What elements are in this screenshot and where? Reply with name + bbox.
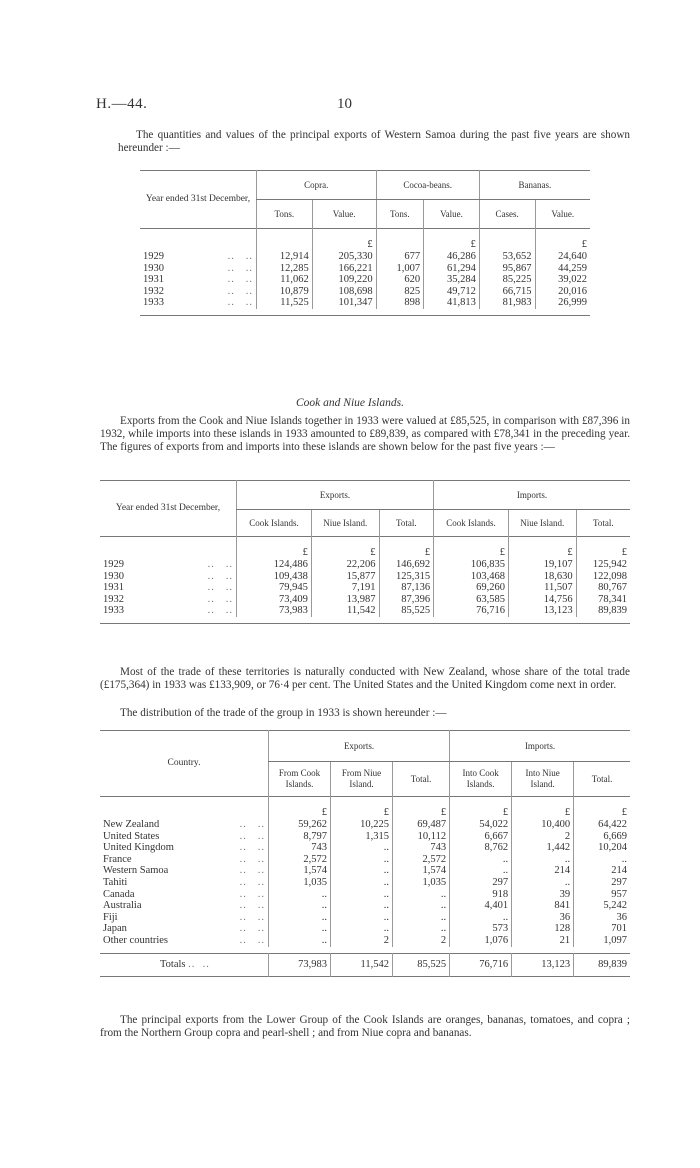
table-cell: 109,438: [237, 571, 312, 583]
table-cell: 73,409: [237, 594, 312, 606]
table-cell: 10,400: [512, 819, 574, 831]
table-cell: 44,259: [535, 263, 590, 275]
table-row: [100, 900, 630, 912]
table-cell: ..: [450, 912, 512, 924]
row-label: 1929 .. ..: [143, 251, 253, 262]
table-row: [100, 571, 630, 583]
table-cell: 95,867: [479, 263, 535, 275]
table-cell: ..: [331, 854, 393, 866]
table-cell: ..: [331, 923, 393, 935]
row-label: United States .. ..: [103, 830, 265, 842]
table-cell: 841: [512, 900, 574, 912]
column-header: Niue Island.: [311, 510, 379, 537]
table-cell: 76,716: [434, 605, 509, 617]
row-label: 1932 .. ..: [103, 593, 233, 605]
cook-paragraph: Exports from the Cook and Niue Islands together in 1933 were valued at £85,525, in comparison with £87,396 in 1932, while imports into these islands in 1933 amounted to £89,839, as compared with £78,341 in the preceding year. The figures of exports from and imports into these islands are shown below for the past five years :—: [100, 415, 630, 453]
table-cell: 85,225: [479, 274, 535, 286]
table-cell: 2,572: [269, 854, 331, 866]
currency-symbol: £: [312, 229, 376, 252]
table-cell: 39: [512, 889, 574, 901]
currency-symbol: £: [393, 797, 450, 820]
group-header: Imports.: [450, 731, 630, 762]
currency-symbol: £: [508, 537, 576, 560]
totals-row: [100, 953, 630, 976]
column-header: Cases.: [479, 200, 535, 229]
row-label: 1930 .. ..: [103, 570, 233, 582]
table-cell: 49,712: [424, 286, 480, 298]
table-row: [100, 819, 630, 831]
distribution-table: [100, 730, 630, 977]
table-cell: 4,401: [450, 900, 512, 912]
currency-symbol: £: [535, 229, 590, 252]
table-row: [140, 263, 590, 275]
table-cell: 743: [393, 842, 450, 854]
table-cell: ..: [512, 854, 574, 866]
table-cell: 35,284: [424, 274, 480, 286]
table-cell: 89,839: [576, 605, 630, 617]
column-header: Tons.: [257, 200, 313, 229]
table-cell: 1,035: [269, 877, 331, 889]
total-cell: 11,542: [331, 953, 393, 976]
currency-symbol: £: [434, 537, 509, 560]
table-row: [100, 842, 630, 854]
table-row: [100, 889, 630, 901]
table-cell: 73,983: [237, 605, 312, 617]
table-cell: 101,347: [312, 297, 376, 309]
row-label: Tahiti .. ..: [103, 876, 265, 888]
row-label: Japan .. ..: [103, 923, 265, 935]
column-header: Cook Islands.: [237, 510, 312, 537]
table-cell: 297: [450, 877, 512, 889]
table-cell: ..: [512, 877, 574, 889]
column-header: Total.: [574, 762, 630, 797]
row-label: 1930 .. ..: [143, 262, 253, 274]
table-cell: 20,016: [535, 286, 590, 298]
table-cell: 146,692: [379, 559, 434, 571]
row-label: 1931 .. ..: [103, 582, 233, 594]
table-cell: 87,136: [379, 582, 434, 594]
table-row: [100, 935, 630, 947]
table-cell: 11,507: [508, 582, 576, 594]
table-cell: ..: [393, 900, 450, 912]
total-cell: 85,525: [393, 953, 450, 976]
table-cell: 54,022: [450, 819, 512, 831]
table-cell: 1,007: [376, 263, 424, 275]
table-cell: 53,652: [479, 251, 535, 263]
page-number: 10: [337, 96, 352, 112]
table-cell: 10,879: [257, 286, 313, 298]
table-cell: 79,945: [237, 582, 312, 594]
table-cell: 36: [574, 912, 630, 924]
currency-symbol: £: [576, 537, 630, 560]
table-cell: 15,877: [311, 571, 379, 583]
row-label: Other countries .. ..: [103, 934, 265, 946]
country-header: Country.: [167, 758, 201, 768]
samoa-exports-table: [140, 170, 590, 316]
table-cell: 8,797: [269, 831, 331, 843]
table-cell: 11,525: [257, 297, 313, 309]
column-header: Total.: [393, 762, 450, 797]
table-cell: 18,630: [508, 571, 576, 583]
trade-paragraph: Most of the trade of these territories is naturally conducted with New Zealand, whose share of the total trade (£175,364) in 1933 was £133,909, or 76·4 per cent. The United States and the United Kingdom come next in order.: [100, 666, 630, 691]
total-cell: 76,716: [450, 953, 512, 976]
table-cell: 26,999: [535, 297, 590, 309]
table-row: [100, 923, 630, 935]
table-cell: ..: [269, 912, 331, 924]
currency-symbol: £: [512, 797, 574, 820]
table-cell: ..: [331, 842, 393, 854]
table-cell: 677: [376, 251, 424, 263]
table-row: [100, 877, 630, 889]
table-cell: 6,667: [450, 831, 512, 843]
table-cell: ..: [331, 912, 393, 924]
table-cell: 125,315: [379, 571, 434, 583]
row-label: Western Samoa .. ..: [103, 865, 265, 877]
column-header: Into Niue Island.: [512, 762, 574, 797]
table-cell: 10,112: [393, 831, 450, 843]
document-code: H.—44.: [96, 96, 148, 112]
table-cell: 297: [574, 877, 630, 889]
intro-paragraph: The quantities and values of the principal exports of Western Samoa during the past five years are shown hereunder :—: [118, 129, 630, 154]
table-cell: 108,698: [312, 286, 376, 298]
table-cell: 125,942: [576, 559, 630, 571]
table-cell: 2: [512, 831, 574, 843]
total-cell: 13,123: [512, 953, 574, 976]
row-label: Fiji .. ..: [103, 911, 265, 923]
column-header: Cook Islands.: [434, 510, 509, 537]
table-cell: ..: [574, 854, 630, 866]
table-cell: 5,242: [574, 900, 630, 912]
distribution-intro: The distribution of the trade of the group in 1933 is shown hereunder :—: [120, 707, 447, 719]
table-cell: 166,221: [312, 263, 376, 275]
row-label: 1933 .. ..: [143, 297, 253, 309]
currency-symbol: £: [311, 537, 379, 560]
table-cell: 21: [512, 935, 574, 947]
column-header: Value.: [424, 200, 480, 229]
table-cell: 2: [393, 935, 450, 947]
table-cell: 2: [331, 935, 393, 947]
table-cell: 12,914: [257, 251, 313, 263]
table-cell: ..: [269, 900, 331, 912]
table-cell: 22,206: [311, 559, 379, 571]
row-label: Canada .. ..: [103, 888, 265, 900]
column-header: Niue Island.: [508, 510, 576, 537]
table-cell: ..: [331, 900, 393, 912]
table-cell: 78,341: [576, 594, 630, 606]
column-header: From Niue Island.: [331, 762, 393, 797]
table-row: [100, 854, 630, 866]
table-cell: 8,762: [450, 842, 512, 854]
section-heading: Cook and Niue Islands.: [296, 397, 404, 409]
row-label: 1933 .. ..: [103, 605, 233, 617]
table-cell: 12,285: [257, 263, 313, 275]
year-header: Year ended 31st December,: [145, 194, 251, 204]
table-cell: 106,835: [434, 559, 509, 571]
table-cell: ..: [269, 889, 331, 901]
column-header: Tons.: [376, 200, 424, 229]
table-cell: 61,294: [424, 263, 480, 275]
table-cell: 66,715: [479, 286, 535, 298]
table-cell: ..: [393, 912, 450, 924]
table-row: [100, 594, 630, 606]
closing-paragraph: The principal exports from the Lower Group of the Cook Islands are oranges, bananas, tomatoes, and copra ; from the Northern Group copra and pearl-shell ; and from Niue copra and bananas.: [100, 1014, 630, 1039]
table-cell: 59,262: [269, 819, 331, 831]
table-cell: 6,669: [574, 831, 630, 843]
column-header: Total.: [379, 510, 434, 537]
currency-symbol: £: [574, 797, 630, 820]
table-row: [140, 297, 590, 309]
table-row: [140, 274, 590, 286]
table-cell: ..: [331, 865, 393, 877]
table-cell: 10,204: [574, 842, 630, 854]
table-cell: 87,396: [379, 594, 434, 606]
row-label: 1929 .. ..: [103, 559, 233, 570]
group-header: Cocoa-beans.: [376, 171, 479, 200]
table-cell: 24,640: [535, 251, 590, 263]
row-label: New Zealand .. ..: [103, 819, 265, 830]
total-cell: 89,839: [574, 953, 630, 976]
table-cell: 11,542: [311, 605, 379, 617]
currency-symbol: £: [379, 537, 434, 560]
table-cell: 205,330: [312, 251, 376, 263]
table-cell: 957: [574, 889, 630, 901]
column-header: From Cook Islands.: [269, 762, 331, 797]
table-cell: 85,525: [379, 605, 434, 617]
total-cell: 73,983: [269, 953, 331, 976]
table-cell: 7,191: [311, 582, 379, 594]
table-cell: 1,097: [574, 935, 630, 947]
table-cell: 214: [512, 865, 574, 877]
table-cell: 13,987: [311, 594, 379, 606]
table-cell: ..: [269, 923, 331, 935]
column-header: Value.: [535, 200, 590, 229]
cook-niue-table: [100, 480, 630, 624]
table-cell: ..: [450, 854, 512, 866]
group-header: Exports.: [237, 481, 434, 510]
table-row: [100, 831, 630, 843]
table-row: [100, 912, 630, 924]
table-cell: ..: [269, 935, 331, 947]
table-cell: 128: [512, 923, 574, 935]
row-label: 1931 .. ..: [143, 274, 253, 286]
group-header: Bananas.: [479, 171, 590, 200]
table-cell: 122,098: [576, 571, 630, 583]
table-cell: 620: [376, 274, 424, 286]
table-row: [100, 865, 630, 877]
row-label: United Kingdom .. ..: [103, 842, 265, 854]
table-cell: 1,315: [331, 831, 393, 843]
table-cell: ..: [393, 889, 450, 901]
row-label: Australia .. ..: [103, 900, 265, 912]
table-cell: 103,468: [434, 571, 509, 583]
table-cell: 918: [450, 889, 512, 901]
table-cell: 64,422: [574, 819, 630, 831]
table-cell: 63,585: [434, 594, 509, 606]
table-row: [100, 605, 630, 617]
group-header: Imports.: [434, 481, 630, 510]
year-header: Year ended 31st December,: [115, 503, 221, 513]
group-header: Copra.: [257, 171, 377, 200]
column-header: Value.: [312, 200, 376, 229]
column-header: Total.: [576, 510, 630, 537]
table-cell: 124,486: [237, 559, 312, 571]
group-header: Exports.: [269, 731, 450, 762]
table-row: [140, 251, 590, 263]
table-row: [100, 582, 630, 594]
table-cell: 2,572: [393, 854, 450, 866]
table-cell: 69,487: [393, 819, 450, 831]
currency-symbol: £: [237, 537, 312, 560]
table-cell: 1,442: [512, 842, 574, 854]
table-cell: 39,022: [535, 274, 590, 286]
row-label: 1932 .. ..: [143, 285, 253, 297]
table-cell: 109,220: [312, 274, 376, 286]
row-label: France .. ..: [103, 853, 265, 865]
table-cell: 898: [376, 297, 424, 309]
currency-symbol: £: [331, 797, 393, 820]
table-cell: ..: [450, 865, 512, 877]
table-cell: 11,062: [257, 274, 313, 286]
table-cell: 573: [450, 923, 512, 935]
currency-symbol: £: [269, 797, 331, 820]
table-cell: 10,225: [331, 819, 393, 831]
table-cell: 13,123: [508, 605, 576, 617]
table-cell: 701: [574, 923, 630, 935]
totals-label: Totals .. ..: [160, 958, 210, 970]
table-cell: 69,260: [434, 582, 509, 594]
table-cell: 1,574: [269, 865, 331, 877]
table-cell: 214: [574, 865, 630, 877]
table-cell: 825: [376, 286, 424, 298]
table-cell: 46,286: [424, 251, 480, 263]
table-cell: 1,574: [393, 865, 450, 877]
table-cell: 14,756: [508, 594, 576, 606]
currency-symbol: £: [450, 797, 512, 820]
table-cell: ..: [331, 877, 393, 889]
table-row: [100, 559, 630, 571]
column-header: Into Cook Islands.: [450, 762, 512, 797]
table-cell: 36: [512, 912, 574, 924]
table-row: [140, 286, 590, 298]
table-cell: 1,035: [393, 877, 450, 889]
currency-symbol: £: [424, 229, 480, 252]
table-cell: ..: [393, 923, 450, 935]
table-cell: 41,813: [424, 297, 480, 309]
table-cell: 1,076: [450, 935, 512, 947]
table-cell: ..: [331, 889, 393, 901]
table-cell: 80,767: [576, 582, 630, 594]
table-cell: 81,983: [479, 297, 535, 309]
table-cell: 743: [269, 842, 331, 854]
table-cell: 19,107: [508, 559, 576, 571]
